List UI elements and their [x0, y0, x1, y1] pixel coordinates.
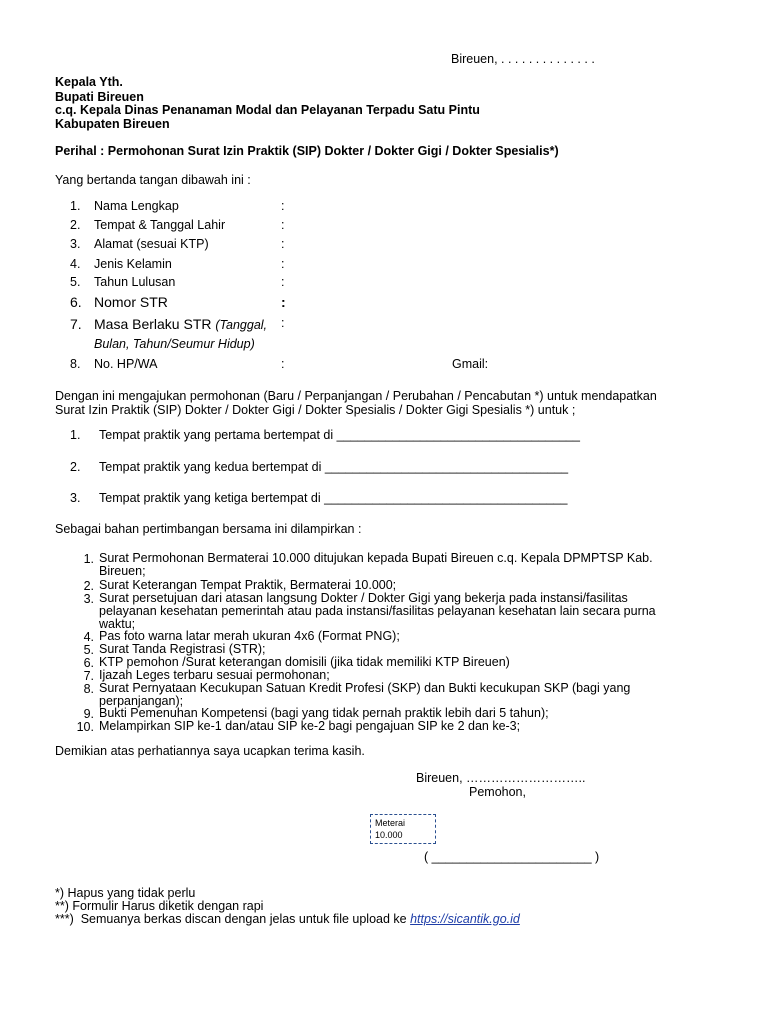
identity-label: Nomor STR [94, 294, 168, 310]
attachment-line: waktu; [99, 617, 136, 632]
footnote-3 [55, 912, 520, 926]
signature-name-line: ( _______________________ ) [424, 850, 600, 864]
practice-place-item [0, 428, 768, 444]
identity-label: Masa Berlaku STR [94, 316, 212, 332]
identity-number: 2. [70, 218, 81, 232]
attachment-text [99, 720, 722, 733]
attachment-number: 3. [83, 592, 94, 606]
gmail-label: Gmail: [452, 357, 489, 371]
identity-label: Tahun Lulusan [94, 275, 176, 289]
attachment-number: 9. [83, 707, 94, 721]
identity-row [0, 257, 768, 273]
identity-colon: : [281, 294, 286, 310]
place-date: Bireuen, . . . . . . . . . . . . . . [451, 52, 595, 66]
recipient-line-4: Kabupaten Bireuen [55, 117, 170, 131]
attachment-number: 5. [83, 643, 94, 657]
identity-row [0, 316, 768, 332]
recipient-line-2: Bupati Bireuen [55, 90, 144, 104]
identity-number: 6. [70, 294, 82, 310]
practice-place-number: 1. [70, 428, 81, 442]
stamp-box [370, 814, 436, 844]
attachment-line: perpanjangan); [99, 694, 184, 709]
identity-row [0, 237, 768, 253]
identity-row [0, 275, 768, 291]
practice-place-number: 2. [70, 460, 81, 474]
footnote-3-text: ***) Semuanya berkas discan dengan jelas untuk file upload ke [55, 912, 411, 926]
attachments-intro: Sebagai bahan pertimbangan bersama ini dilampirkan : [55, 522, 362, 536]
practice-place-text: Tempat praktik yang pertama bertempat di ___________________________________ [99, 428, 580, 442]
practice-place-number: 3. [70, 491, 81, 505]
signature-role: Pemohon, [469, 785, 526, 799]
practice-place-item [0, 460, 768, 476]
attachment-line: Surat Pernyataan Kecukupan Satuan Kredit Profesi (SKP) dan Bukti kecukupan SKP (bagi yang [99, 681, 631, 695]
attachment-number: 7. [83, 669, 94, 683]
attachment-number: 2. [83, 579, 94, 593]
sicantik-link[interactable]: https://sicantik.go.id [410, 912, 520, 926]
footnote-2: **) Formulir Harus diketik dengan rapi [55, 899, 264, 913]
identity-label-italic: (Tanggal, [215, 318, 268, 332]
practice-place-text: Tempat praktik yang ketiga bertempat di ___________________________________ [99, 491, 568, 505]
identity-colon: : [281, 218, 285, 232]
attachment-line: Pas foto warna latar merah ukuran 4x6 (Format PNG); [99, 629, 400, 643]
identity-number: 5. [70, 275, 81, 289]
identity-number: 1. [70, 199, 81, 213]
attachment-line: Surat Keterangan Tempat Praktik, Bermaterai 10.000; [99, 578, 397, 592]
footnote-1: *) Hapus yang tidak perlu [55, 886, 196, 900]
attachment-number: 10. [76, 720, 94, 734]
stamp-value: 10.000 [375, 830, 403, 840]
attachment-text [99, 682, 722, 708]
attachment-line: pelayanan kesehatan pemerintah atau pada instansi/fasilitas pelayanan kesehatan lain secara purna [99, 604, 656, 619]
attachment-item [0, 720, 768, 736]
attachment-text [99, 552, 722, 578]
identity-label: Alamat (sesuai KTP) [94, 237, 209, 251]
attachment-number: 6. [83, 656, 94, 670]
recipient-line-3: c.q. Kepala Dinas Penanaman Modal dan Pelayanan Terpadu Satu Pintu [55, 103, 480, 117]
attachment-line: KTP pemohon /Surat keterangan domisili (jika tidak memiliki KTP Bireuen) [99, 655, 510, 669]
identity-colon: : [281, 357, 285, 371]
identity-colon: : [281, 257, 285, 271]
subject-line: Perihal : Permohonan Surat Izin Praktik (SIP) Dokter / Dokter Gigi / Dokter Spesialis*) [55, 144, 559, 158]
attachment-line: Melampirkan SIP ke-1 dan/atau SIP ke-2 bagi pengajuan SIP ke 2 dan ke-3; [99, 719, 521, 733]
identity-continuation: Bulan, Tahun/Seumur Hidup) [94, 337, 255, 351]
identity-label-wrap [94, 316, 267, 332]
stamp-label: Meterai [375, 818, 406, 828]
recipient-line-1: Kepala Yth. [55, 75, 123, 89]
attachment-number: 1. [83, 552, 94, 566]
closing-text: Demikian atas perhatiannya saya ucapkan terima kasih. [55, 744, 365, 758]
identity-number: 8. [70, 357, 81, 371]
identity-row [0, 357, 768, 373]
attachment-number: 4. [83, 630, 94, 644]
request-paragraph-line-2: Surat Izin Praktik (SIP) Dokter / Dokter Gigi / Dokter Spesialis / Dokter Gigi Spesialis *) untuk ; [55, 403, 576, 417]
attachment-text [99, 592, 722, 632]
identity-colon: : [281, 316, 285, 330]
identity-colon: : [281, 237, 285, 251]
intro-text: Yang bertanda tangan dibawah ini : [55, 173, 251, 187]
attachment-line: Surat Permohonan Bermaterai 10.000 ditujukan kepada Bupati Bireuen c.q. Kepala DPMPTSP Kab. [99, 551, 653, 565]
identity-label: Tempat & Tanggal Lahir [94, 218, 226, 232]
identity-number: 4. [70, 257, 81, 271]
attachment-item [0, 552, 768, 580]
attachment-line: Bireuen; [99, 564, 146, 579]
attachment-line: Surat persetujuan dari atasan langsung Dokter / Dokter Gigi yang bekerja pada instansi/fasilitas [99, 591, 628, 605]
attachment-line: Bukti Pemenuhan Kompetensi (bagi yang tidak pernah praktik lebih dari 5 tahun); [99, 706, 549, 720]
attachment-line: Surat Tanda Registrasi (STR); [99, 642, 266, 656]
attachment-line: Ijazah Leges terbaru sesuai permohonan; [99, 668, 330, 682]
practice-place-text: Tempat praktik yang kedua bertempat di ___________________________________ [99, 460, 569, 474]
signature-place-date: Bireuen, ……………………….. [416, 771, 586, 785]
identity-label: Jenis Kelamin [94, 257, 172, 271]
identity-label: Nama Lengkap [94, 199, 179, 213]
identity-row [0, 218, 768, 234]
attachment-item [0, 592, 768, 634]
identity-label: No. HP/WA [94, 357, 158, 371]
attachment-number: 8. [83, 682, 94, 696]
identity-number: 7. [70, 316, 82, 332]
practice-place-item [0, 491, 768, 507]
identity-number: 3. [70, 237, 81, 251]
identity-row [0, 294, 768, 310]
identity-colon: : [281, 199, 285, 213]
identity-colon: : [281, 275, 285, 289]
identity-row [0, 199, 768, 215]
request-paragraph-line-1: Dengan ini mengajukan permohonan (Baru / Perpanjangan / Perubahan / Pencabutan *) untuk mendapatkan [55, 389, 657, 403]
